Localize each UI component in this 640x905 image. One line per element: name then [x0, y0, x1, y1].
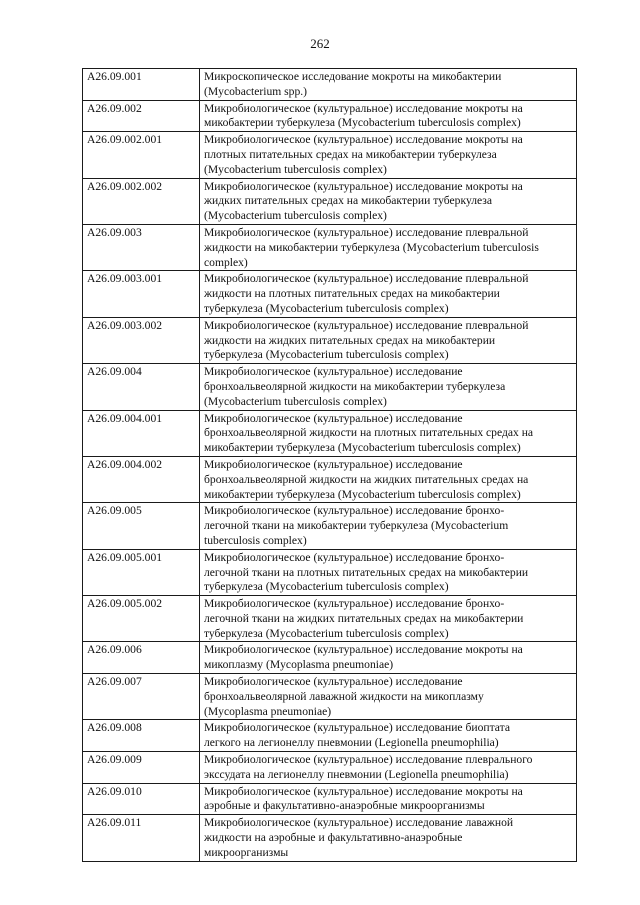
service-description-line: бронхоальвеолярной жидкости на жидких питательных средах на: [204, 472, 529, 486]
service-description-cell: [200, 224, 577, 270]
table-row: [83, 596, 577, 642]
service-description-line: Микробиологическое (культуральное) исследование: [204, 675, 463, 689]
service-code-cell: A26.09.004: [83, 364, 200, 410]
service-description-line: Микробиологическое (культуральное) исследование мокроты на: [204, 179, 523, 193]
service-description-line: Микробиологическое (культуральное) исследование биоптата: [204, 721, 510, 735]
service-description-line: Микробиологическое (культуральное) исследование бронхо-: [204, 550, 505, 564]
service-description-line: Микробиологическое (культуральное) исследование мокроты на: [204, 133, 523, 147]
service-description-line: Микробиологическое (культуральное) исследование: [204, 457, 463, 471]
service-description-line: легкого на легионеллу пневмонии (Legionella pneumophilia): [204, 736, 499, 750]
service-description-line: (Mycobacterium spp.): [204, 84, 308, 98]
service-code-cell: A26.09.001: [83, 69, 200, 101]
service-description-cell: [200, 596, 577, 642]
service-description-cell: [200, 642, 577, 674]
service-description-line: жидкости на аэробные и факультативно-анаэробные: [204, 831, 463, 845]
service-code-cell: A26.09.003: [83, 224, 200, 270]
table-row: [83, 410, 577, 456]
service-description-line: жидкости на микобактерии туберкулеза (Mycobacterium tuberculosis: [204, 240, 539, 254]
service-code-cell: A26.09.010: [83, 783, 200, 815]
service-code-cell: A26.09.008: [83, 720, 200, 752]
service-description-line: Микробиологическое (культуральное) исследование лаважной: [204, 816, 514, 830]
service-code-cell: A26.09.002.002: [83, 178, 200, 224]
service-description-cell: [200, 674, 577, 720]
service-description-line: микроорганизмы: [204, 845, 289, 859]
table-row: [83, 132, 577, 178]
service-description-line: туберкулеза (Mycobacterium tuberculosis complex): [204, 348, 449, 362]
service-code-cell: A26.09.004.002: [83, 456, 200, 502]
service-description-line: бронхоальвеолярной жидкости на плотных питательных средах на: [204, 426, 534, 440]
service-code-cell: A26.09.005.001: [83, 549, 200, 595]
service-description-line: Микробиологическое (культуральное) исследование мокроты на: [204, 643, 523, 657]
service-code-cell: A26.09.009: [83, 752, 200, 784]
service-description-line: бронхоальвеолярной жидкости на микобактерии туберкулеза: [204, 379, 506, 393]
service-description-line: Микробиологическое (культуральное) исследование бронхо-: [204, 597, 505, 611]
service-code-cell: A26.09.006: [83, 642, 200, 674]
service-code-cell: A26.09.005.002: [83, 596, 200, 642]
service-description-line: жидкости на плотных питательных средах на микобактерии: [204, 287, 500, 301]
service-description-cell: [200, 503, 577, 549]
service-description-cell: [200, 69, 577, 101]
service-description-cell: [200, 815, 577, 861]
table-row: [83, 783, 577, 815]
service-description-line: Микробиологическое (культуральное) исследование плевральной: [204, 318, 529, 332]
service-description-cell: [200, 178, 577, 224]
service-description-line: туберкулеза (Mycobacterium tuberculosis complex): [204, 301, 449, 315]
table-row: [83, 69, 577, 101]
service-code-cell: A26.09.005: [83, 503, 200, 549]
table-row: [83, 642, 577, 674]
table-row: [83, 456, 577, 502]
table-row: [83, 271, 577, 317]
table-row: [83, 815, 577, 861]
services-table-body: [83, 69, 577, 862]
table-row: [83, 317, 577, 363]
service-description-cell: [200, 317, 577, 363]
table-row: [83, 364, 577, 410]
service-description-cell: [200, 100, 577, 132]
service-description-line: туберкулеза (Mycobacterium tuberculosis complex): [204, 580, 449, 594]
service-description-line: микоплазму (Mycoplasma pneumoniae): [204, 658, 394, 672]
service-description-line: аэробные и факультативно-анаэробные микроорганизмы: [204, 799, 485, 813]
service-code-cell: A26.09.002.001: [83, 132, 200, 178]
service-description-cell: [200, 456, 577, 502]
service-description-line: (Mycobacterium tuberculosis complex): [204, 162, 387, 176]
service-code-cell: A26.09.004.001: [83, 410, 200, 456]
service-description-line: Микробиологическое (культуральное) исследование бронхо-: [204, 504, 505, 518]
service-description-line: плотных питательных средах на микобактерии туберкулеза: [204, 147, 497, 161]
service-code-cell: A26.09.002: [83, 100, 200, 132]
table-row: [83, 720, 577, 752]
service-description-line: легочной ткани на плотных питательных средах на микобактерии: [204, 565, 529, 579]
table-row: [83, 100, 577, 132]
table-row: [83, 674, 577, 720]
service-code-cell: A26.09.003.001: [83, 271, 200, 317]
service-description-line: complex): [204, 255, 248, 269]
service-description-line: (Mycobacterium tuberculosis complex): [204, 394, 387, 408]
service-description-line: микобактерии туберкулеза (Mycobacterium tuberculosis complex): [204, 487, 521, 501]
service-code-cell: A26.09.003.002: [83, 317, 200, 363]
service-description-line: Микробиологическое (культуральное) исследование плевральной: [204, 272, 529, 286]
service-code-cell: A26.09.007: [83, 674, 200, 720]
service-description-line: микобактерии туберкулеза (Mycobacterium tuberculosis complex): [204, 116, 521, 130]
service-description-line: экссудата на легионеллу пневмонии (Legionella pneumophilia): [204, 767, 509, 781]
service-description-line: бронхоальвеолярной лаважной жидкости на микоплазму: [204, 689, 484, 703]
table-row: [83, 224, 577, 270]
service-description-line: микобактерии туберкулеза (Mycobacterium tuberculosis complex): [204, 441, 521, 455]
service-description-line: Микробиологическое (культуральное) исследование плеврального: [204, 753, 533, 767]
service-description-line: жидкости на жидких питательных средах на микобактерии: [204, 333, 496, 347]
service-description-line: (Mycoplasma pneumoniae): [204, 704, 332, 718]
service-description-line: туберкулеза (Mycobacterium tuberculosis complex): [204, 626, 449, 640]
service-description-line: легочной ткани на жидких питательных средах на микобактерии: [204, 611, 524, 625]
service-description-line: Микробиологическое (культуральное) исследование мокроты на: [204, 101, 523, 115]
service-description-line: (Mycobacterium tuberculosis complex): [204, 209, 387, 223]
service-description-cell: [200, 720, 577, 752]
service-description-line: Микроскопическое исследование мокроты на микобактерии: [204, 70, 502, 83]
table-row: [83, 549, 577, 595]
service-description-cell: [200, 752, 577, 784]
service-description-line: Микробиологическое (культуральное) исследование: [204, 411, 463, 425]
service-description-line: жидких питательных средах на микобактерии туберкулеза: [204, 194, 493, 208]
service-description-line: легочной ткани на микобактерии туберкулеза (Mycobacterium: [204, 519, 509, 533]
service-description-line: Микробиологическое (культуральное) исследование: [204, 365, 463, 379]
service-description-cell: [200, 271, 577, 317]
service-description-line: tuberculosis complex): [204, 533, 307, 547]
table-row: [83, 503, 577, 549]
service-description-cell: [200, 783, 577, 815]
service-description-cell: [200, 364, 577, 410]
service-description-cell: [200, 132, 577, 178]
service-description-cell: [200, 549, 577, 595]
table-row: [83, 752, 577, 784]
services-table: [82, 68, 577, 862]
table-row: [83, 178, 577, 224]
page-number: 262: [310, 36, 330, 51]
service-description-line: Микробиологическое (культуральное) исследование плевральной: [204, 225, 529, 239]
service-description-line: Микробиологическое (культуральное) исследование мокроты на: [204, 784, 523, 798]
service-code-cell: A26.09.011: [83, 815, 200, 861]
service-description-cell: [200, 410, 577, 456]
